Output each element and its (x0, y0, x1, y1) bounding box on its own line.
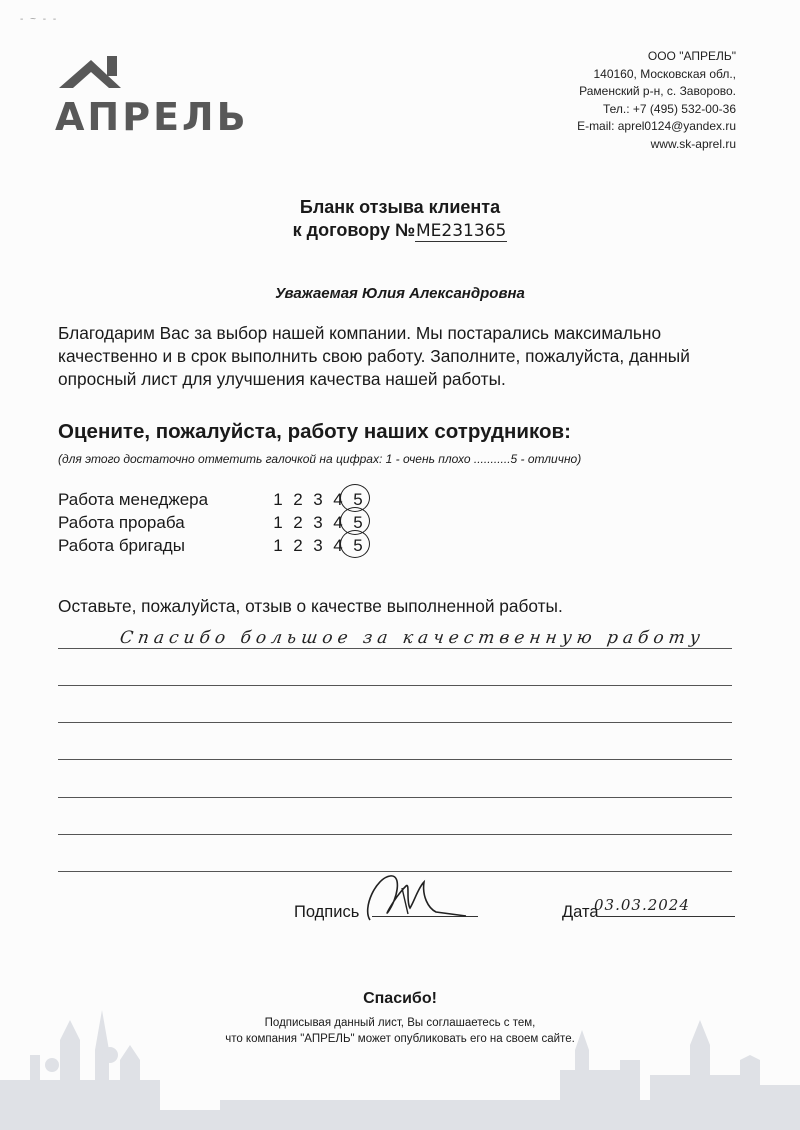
company-address-line-2: Раменский р-н, с. Заворово. (579, 84, 736, 98)
rating-label: Работа прораба (58, 513, 185, 532)
scale-option[interactable]: 1 (273, 490, 283, 509)
scale-option-selected[interactable]: 5 (353, 536, 363, 555)
contract-prefix: к договору № (292, 220, 416, 240)
consent-text (0, 1015, 800, 1047)
scale-option[interactable]: 4 (333, 536, 343, 555)
scale-option[interactable]: 4 (333, 490, 343, 509)
handwritten-date[interactable]: 03.03.2024 (594, 896, 690, 914)
handwritten-review[interactable]: Спасибо большое за качественную работу (118, 628, 707, 648)
date-label: Дата (562, 903, 599, 921)
handwritten-signature (358, 868, 468, 928)
company-website: www.sk-aprel.ru (650, 136, 736, 151)
scale-option[interactable]: 3 (313, 490, 323, 509)
scale-option[interactable]: 3 (313, 513, 323, 532)
form-title (0, 196, 800, 243)
date-line[interactable] (597, 916, 735, 917)
scale-option[interactable]: 4 (333, 513, 343, 532)
company-logo (55, 50, 265, 140)
thanks-heading: Спасибо! (363, 990, 437, 1007)
review-line (58, 722, 732, 723)
scale-option[interactable]: 2 (293, 490, 303, 509)
signature-label: Подпись (294, 903, 360, 921)
review-line (58, 648, 732, 649)
greeting: Уважаемая Юлия Александровна (275, 285, 525, 302)
consent-line-1: Подписывая данный лист, Вы соглашаетесь с тем, (264, 1017, 536, 1029)
company-name: ООО "АПРЕЛЬ" (647, 49, 736, 63)
roof-icon (55, 50, 145, 98)
consent-line-2: что компания "АПРЕЛЬ" может опубликовать его на своем сайте. (225, 1033, 575, 1045)
scale-option[interactable]: 2 (293, 513, 303, 532)
rating-hint: (для этого достаточно отметить галочкой на цифрах: 1 - очень плохо ...........5 - отлично) (58, 452, 582, 466)
selection-circle (340, 530, 370, 558)
title-line-2 (0, 219, 800, 243)
review-line (58, 834, 732, 835)
scale-option[interactable]: 3 (313, 536, 323, 555)
company-address-line-1: 140160, Московская обл., (593, 66, 736, 81)
review-line (58, 685, 732, 686)
logo-text: АПРЕЛЬ (55, 95, 249, 139)
contract-number: ME231365 (416, 221, 507, 241)
company-phone: Тел.: +7 (495) 532-00-36 (602, 101, 736, 116)
rating-label: Работа бригады (58, 536, 185, 555)
scale-option[interactable]: 1 (273, 513, 283, 532)
title-line-1: Бланк отзыва клиента (299, 197, 501, 217)
scale-option-selected[interactable]: 5 (353, 490, 363, 509)
company-details (577, 48, 736, 153)
scale-option-selected[interactable]: 5 (353, 513, 363, 532)
scale-option[interactable]: 2 (293, 536, 303, 555)
scan-artifact: - ~ - - (20, 14, 59, 25)
review-line (58, 759, 732, 760)
rating-heading: Оцените, пожалуйста, работу наших сотрудников: (58, 420, 571, 443)
company-email: E-mail: aprel0124@yandex.ru (577, 119, 736, 133)
scale-option[interactable]: 1 (273, 536, 283, 555)
rating-label: Работа менеджера (58, 490, 209, 509)
intro-text: Благодарим Вас за выбор нашей компании. Мы постарались максимально качественно и в срок выполнить свою работу. Заполните, пожалуйста, данный опросный лист для улучшения качества нашей работы. (58, 323, 690, 389)
review-heading: Оставьте, пожалуйста, отзыв о качестве выполненной работы. (58, 596, 563, 616)
review-line (58, 797, 732, 798)
